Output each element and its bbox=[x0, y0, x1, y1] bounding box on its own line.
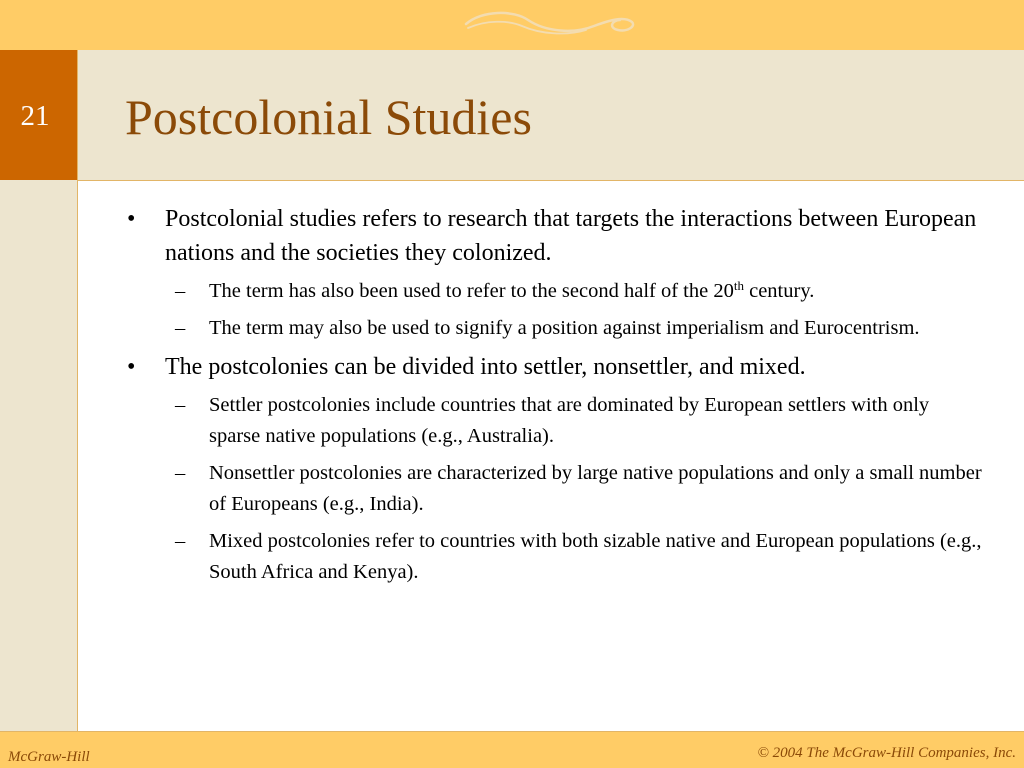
sub-bullet-text: Mixed postcolonies refer to countries with both sizable native and European populations (e.g., South Africa and Kenya). bbox=[209, 530, 982, 583]
bullet-item bbox=[125, 202, 985, 270]
publisher-label: McGraw-Hill bbox=[8, 749, 90, 765]
bullet-text: The postcolonies can be divided into settler, nonsettler, and mixed. bbox=[165, 354, 806, 380]
superscript: th bbox=[733, 277, 744, 293]
bullet-text: Postcolonial studies refers to research that targets the interactions between European nations and the societies they colonized. bbox=[165, 206, 977, 266]
sub-bullet-text-start: The term has also been used to refer to the second half of the 20 bbox=[209, 280, 734, 302]
swirl-ornament-icon bbox=[462, 6, 638, 40]
sub-bullet-text: Nonsettler postcolonies are characterized by large native populations and only a small number of Europeans (e.g., India). bbox=[209, 462, 982, 515]
bullet-item bbox=[125, 350, 985, 384]
sub-bullet-marker: – bbox=[175, 317, 186, 339]
copyright-notice: © 2004 The McGraw-Hill Companies, Inc. bbox=[757, 745, 1016, 761]
sub-bullet-text bbox=[209, 277, 815, 302]
sub-bullet-marker: – bbox=[175, 530, 186, 552]
sub-bullet-marker: – bbox=[175, 280, 186, 302]
slide-content bbox=[125, 202, 985, 588]
sub-bullet-text: Settler postcolonies include countries that are dominated by European settlers with only sparse native populations (e.g., Australia). bbox=[209, 394, 930, 447]
sub-bullet-text-end: century. bbox=[743, 280, 815, 302]
sub-bullet-item bbox=[125, 458, 985, 520]
sub-bullet-item bbox=[125, 313, 985, 344]
slide-number: 21 bbox=[20, 100, 50, 132]
sub-bullet-item bbox=[125, 526, 985, 588]
bullet-marker: • bbox=[127, 354, 136, 380]
title-divider bbox=[78, 180, 1024, 181]
slide-title: Postcolonial Studies bbox=[125, 89, 532, 145]
bullet-marker: • bbox=[127, 206, 136, 232]
sub-bullet-text: The term may also be used to signify a position against imperialism and Eurocentrism. bbox=[209, 317, 920, 339]
sub-bullet-marker: – bbox=[175, 394, 186, 416]
sub-bullet-item bbox=[125, 390, 985, 452]
sub-bullet-marker: – bbox=[175, 462, 186, 484]
top-banner bbox=[0, 0, 1024, 50]
sub-bullet-item bbox=[125, 276, 985, 307]
